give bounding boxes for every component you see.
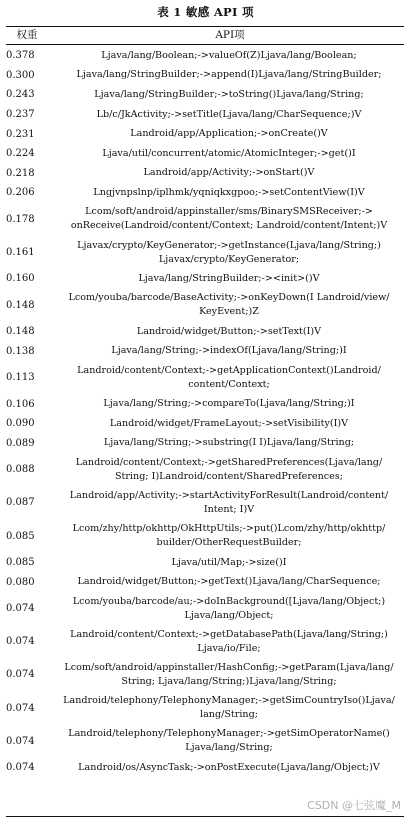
weight-cell: 0.085 (6, 530, 35, 542)
weight-cell: 0.218 (6, 167, 35, 179)
column-header-weight: 权重 (16, 29, 38, 41)
table-row (0, 85, 411, 105)
table-row (0, 342, 411, 362)
weight-cell: 0.074 (6, 636, 35, 648)
api-cell: Landroid/content/Context;->getDatabasePath(Ljava/lang/String;) Ljava/io/File; (70, 628, 388, 654)
table-row (0, 758, 411, 778)
api-cell: Landroid/os/AsyncTask;->onPostExecute(Ljava/lang/Object;)V (78, 761, 380, 773)
table-row (0, 692, 411, 725)
weight-cell: 0.206 (6, 187, 35, 199)
api-cell: Ljava/util/Map;->size()I (171, 556, 287, 568)
table-row (0, 553, 411, 573)
weight-cell: 0.148 (6, 299, 35, 311)
weight-cell: 0.237 (6, 109, 35, 121)
watermark-text: CSDN @七弦魔_M (307, 799, 401, 812)
table-row (0, 322, 411, 342)
table-row (0, 625, 411, 658)
table-row (0, 434, 411, 454)
api-cell: Landroid/content/Context;->getSharedPreferences(Ljava/lang/ String; I)Landroid/content/SharedPreferences; (75, 456, 383, 482)
table-row (0, 361, 411, 394)
weight-cell: 0.080 (6, 576, 35, 588)
weight-cell: 0.300 (6, 69, 35, 81)
weight-cell: 0.148 (6, 326, 35, 338)
api-cell: Ljava/lang/StringBuilder;->append(I)Ljava/lang/StringBuilder; (76, 69, 382, 81)
column-header-api: API项 (215, 29, 245, 41)
api-cell: Lcom/zhy/http/okhttp/OkHttpUtils;->put()Lcom/zhy/http/okhttp/ builder/OtherRequestBuilder; (72, 523, 386, 549)
api-cell: Landroid/widget/Button;->getText()Ljava/lang/CharSequence; (77, 576, 381, 588)
api-cell: Ljava/lang/StringBuilder;-><init>()V (138, 272, 320, 284)
weight-cell: 0.178 (6, 213, 35, 225)
api-cell: Ljava/util/concurrent/atomic/AtomicInteger;->get()I (102, 147, 356, 159)
api-cell: Landroid/content/Context;->getApplicationContext()Landroid/ content/Context; (77, 364, 381, 390)
weight-cell: 0.074 (6, 603, 35, 615)
table-row (0, 520, 411, 553)
weight-cell: 0.160 (6, 273, 35, 285)
table-header-rule (6, 44, 404, 45)
weight-cell: 0.074 (6, 702, 35, 714)
table-row (0, 269, 411, 289)
weight-cell: 0.074 (6, 735, 35, 747)
weight-cell: 0.074 (6, 762, 35, 774)
api-cell: Ljava/lang/Boolean;->valueOf(Z)Ljava/lang/Boolean; (101, 49, 357, 61)
weight-cell: 0.161 (6, 247, 35, 259)
api-cell: Ljava/lang/String;->compareTo(Ljava/lang/String;)I (103, 398, 355, 410)
table-row (0, 394, 411, 414)
api-cell: Lb/c/JkActivity;->setTitle(Ljava/lang/CharSequence;)V (96, 108, 362, 120)
table-row (0, 289, 411, 322)
table-row (0, 203, 411, 236)
table-caption: 表 1 敏感 API 项 (157, 5, 254, 19)
weight-cell: 0.231 (6, 128, 35, 140)
weight-cell: 0.243 (6, 89, 35, 101)
weight-cell: 0.106 (6, 398, 35, 410)
table-row (0, 725, 411, 758)
api-cell: Landroid/telephony/TelephonyManager;->getSimCountryIso()Ljava/ lang/String; (63, 695, 395, 721)
table-bottom-rule (6, 816, 404, 817)
api-cell: Lngjvnpslnp/iplhmk/yqniqkxgpoo;->setContentView(I)V (93, 186, 365, 198)
table-row (0, 486, 411, 519)
api-cell: Ljava/lang/String;->substring(I I)Ljava/lang/String; (103, 437, 355, 449)
weight-cell: 0.090 (6, 418, 35, 430)
table-row (0, 105, 411, 125)
weight-cell: 0.138 (6, 345, 35, 357)
table-row (0, 183, 411, 203)
weight-cell: 0.088 (6, 464, 35, 476)
table-row (0, 236, 411, 269)
table-row (0, 46, 411, 66)
weight-cell: 0.089 (6, 437, 35, 449)
table-row (0, 66, 411, 86)
api-cell: Ljavax/crypto/KeyGenerator;->getInstance(Ljava/lang/String;) Ljavax/crypto/KeyGenerator; (77, 239, 381, 265)
api-cell: Lcom/youba/barcode/au;->doInBackground([Ljava/lang/Object;) Ljava/lang/Object; (72, 595, 386, 621)
api-cell: Ljava/lang/String;->indexOf(Ljava/lang/String;)I (111, 345, 347, 357)
api-cell: Lcom/youba/barcode/BaseActivity;->onKeyDown(I Landroid/view/ KeyEvent;)Z (68, 292, 390, 318)
weight-cell: 0.113 (6, 372, 35, 384)
table-row (0, 164, 411, 184)
api-cell: Landroid/app/Activity;->startActivityForResult(Landroid/content/ Intent; I)V (69, 489, 389, 515)
api-cell: Lcom/soft/android/appinstaller/HashConfig;->getParam(Ljava/lang/ String; Ljava/lang/String;)Ljava/lang/String; (64, 661, 394, 687)
table-row (0, 453, 411, 486)
api-cell: Ljava/lang/StringBuilder;->toString()Ljava/lang/String; (94, 88, 364, 100)
weight-cell: 0.224 (6, 148, 35, 160)
weight-cell: 0.087 (6, 497, 35, 509)
table-row (0, 658, 411, 691)
table-row (0, 124, 411, 144)
weight-cell: 0.074 (6, 669, 35, 681)
table-row (0, 414, 411, 434)
weight-cell: 0.378 (6, 50, 35, 62)
weight-cell: 0.085 (6, 557, 35, 569)
table-row (0, 144, 411, 164)
table-row (0, 572, 411, 592)
api-cell: Landroid/app/Application;->onCreate()V (130, 128, 328, 140)
api-cell: Landroid/app/Activity;->onStart()V (143, 167, 315, 179)
api-cell: Landroid/widget/Button;->setText(I)V (136, 325, 322, 337)
api-cell: Lcom/soft/android/appinstaller/sms/BinarySMSReceiver;-> onReceive(Landroid/content/Context; Landroid/content/Intent;)V (70, 206, 388, 232)
api-cell: Landroid/widget/FrameLayout;->setVisibility(I)V (109, 417, 349, 429)
table-row (0, 592, 411, 625)
api-cell: Landroid/telephony/TelephonyManager;->getSimOperatorName() Ljava/lang/String; (68, 728, 390, 754)
